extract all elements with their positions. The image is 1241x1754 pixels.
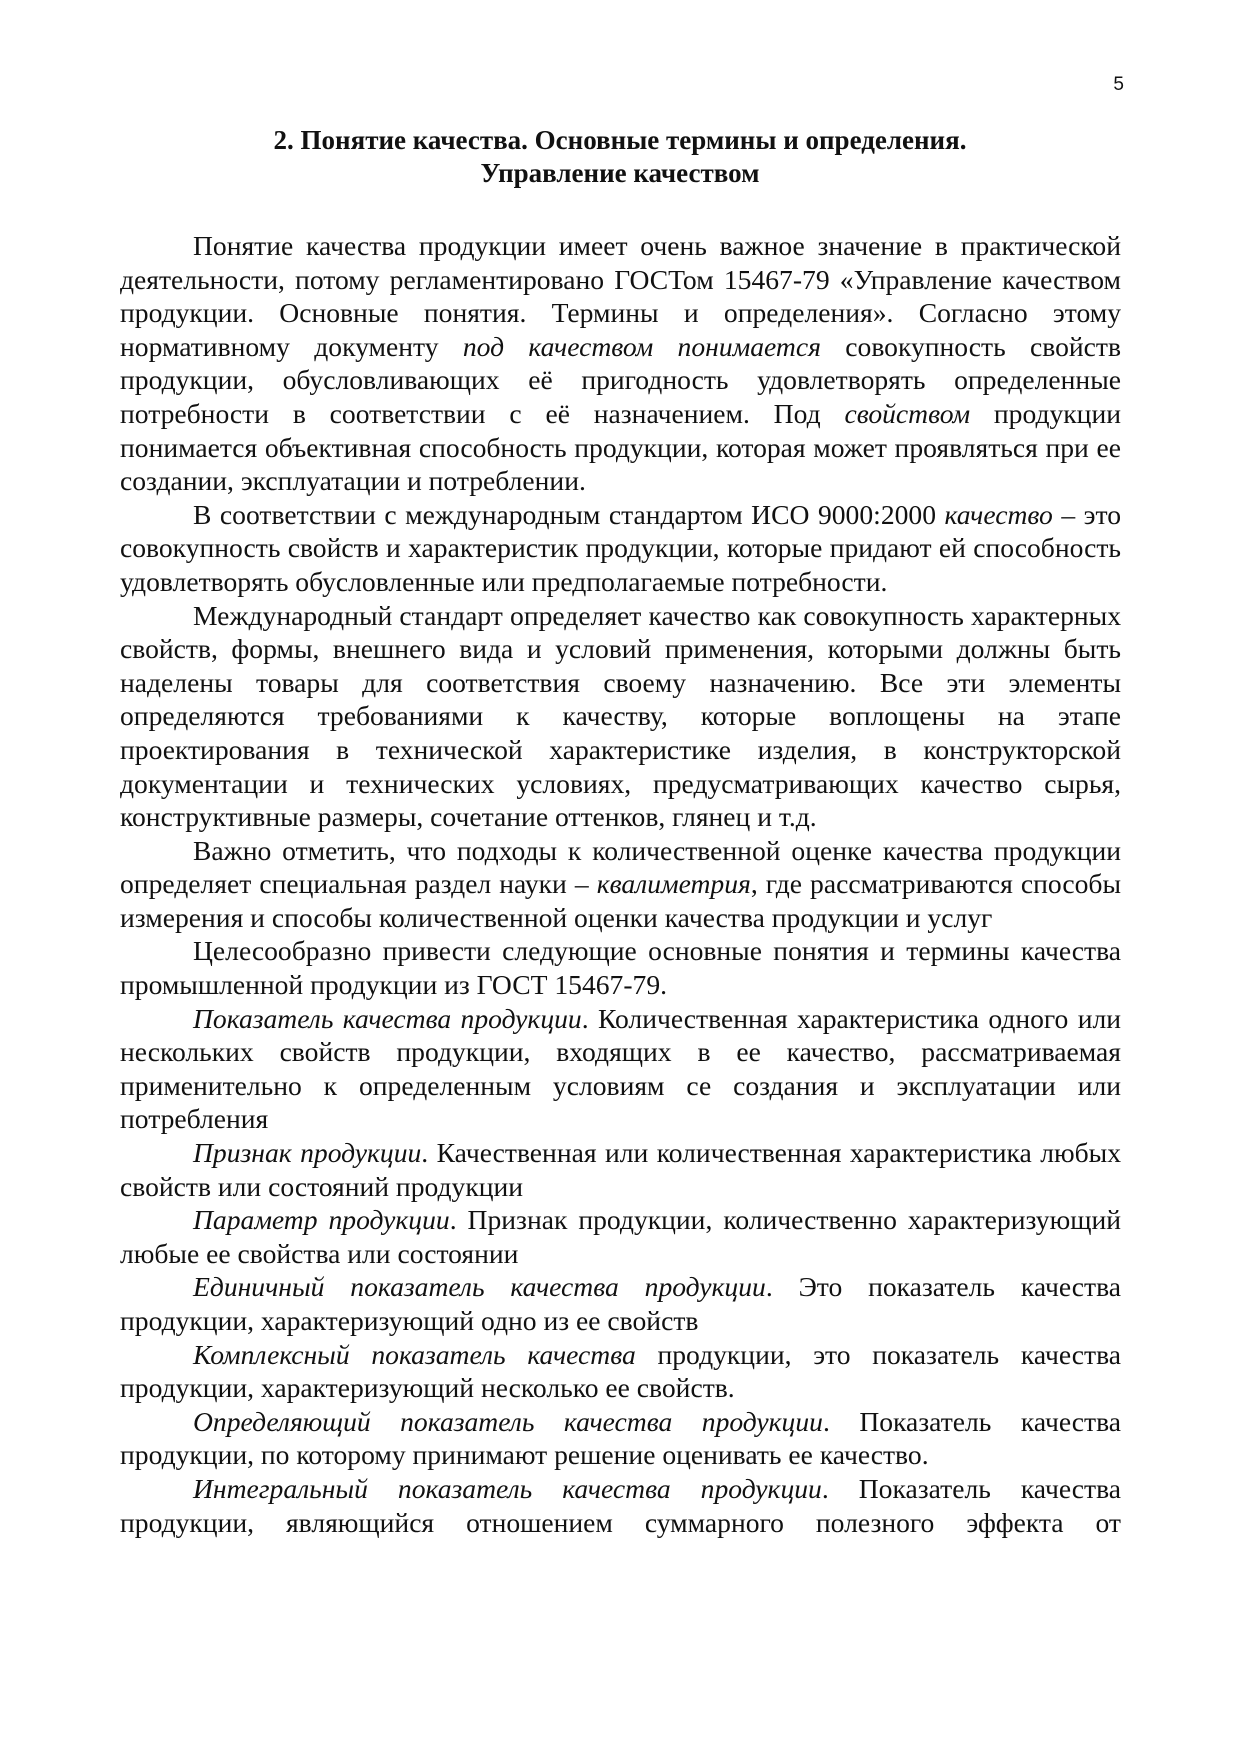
definition-quality-indicator: Показатель качества продукции. Количественная характеристика одного или нескольких свойств продукции, входящих в ее качество, рассматриваемая применительно к определенным условиям се создания и эксплуатации или потребления bbox=[120, 1002, 1122, 1135]
paragraph-qualimetry: Важно отметить, что подходы к количественной оценке качества продукции определяет специальная раздел науки – квалиметрия, где рассматриваются способы измерения и способы количественной оценки качества продукции и услуг bbox=[120, 834, 1122, 933]
section-title-line-1: 2. Понятие качества. Основные термины и определения. bbox=[273, 125, 967, 155]
italic-term: квалиметрия bbox=[596, 868, 751, 900]
section-title bbox=[120, 124, 1120, 190]
defined-term: Комплексный показатель качества bbox=[193, 1338, 636, 1370]
paragraph-iso-definition: В соответствии с международным стандартом ИСО 9000:2000 качество – это совокупность свойств и характеристик продукции, которые придают ей способность удовлетворять обусловленные или предполагаемые потребности. bbox=[120, 498, 1121, 597]
paragraph-international-standard: Международный стандарт определяет качество как совокупность характерных свойств, формы, внешнего вида и условий применения, которыми должны быть наделены товары для соответствия своему назначению. Все эти элементы определяются требованиями к качеству, которые воплощены на этапе проектирования в технической характеристике изделия, в конструкторской документации и технических условиях, предусматривающих качество сырья, конструктивные размеры, сочетание оттенков, глянец и т.д. bbox=[120, 599, 1121, 833]
defined-term: Единичный показатель качества продукции bbox=[193, 1271, 766, 1303]
definition-integral-indicator: Интегральный показатель качества продукции. Показатель качества продукции, являющийся отношением суммарного полезного эффекта от bbox=[120, 1472, 1121, 1538]
definition-product-feature: Признак продукции. Качественная или количественная характеристика любых свойств или состояний продукции bbox=[120, 1137, 1121, 1202]
definition-determining-indicator: Определяющий показатель качества продукции. Показатель качества продукции, по которому принимают решение оценивать ее качество. bbox=[120, 1405, 1121, 1471]
definition-complex-indicator: Комплексный показатель качества продукции, это показатель качества продукции, характеризующий несколько ее свойств. bbox=[120, 1338, 1121, 1404]
definition-product-parameter: Параметр продукции. Признак продукции, количественно характеризующий любые ее свойства или состоянии bbox=[120, 1204, 1121, 1269]
page-number: 5 bbox=[1113, 74, 1124, 95]
defined-term: Определяющий показатель качества продукции bbox=[193, 1405, 823, 1437]
defined-term: Параметр продукции bbox=[193, 1204, 450, 1236]
paragraph-gost-intro: Целесообразно привести следующие основные понятия и термины качества промышленной продукции из ГОСТ 15467-79. bbox=[120, 935, 1121, 1001]
definition-single-indicator: Единичный показатель качества продукции. Это показатель качества продукции, характеризующий одно из ее свойств bbox=[120, 1271, 1121, 1336]
defined-term: Признак продукции bbox=[193, 1137, 422, 1169]
italic-term: под качеством понимается bbox=[462, 330, 821, 362]
defined-term: Показатель качества продукции bbox=[193, 1002, 582, 1034]
italic-term: свойством bbox=[844, 397, 971, 429]
paragraph-quality-concept: Понятие качества продукции имеет очень важное значение в практической деятельности, потому регламентировано ГОСТом 15467-79 «Управление качеством продукции. Основные понятия. Термины и определения». Согласно этому нормативному документу под качеством понимается совокупность свойств продукции, обусловливающих её пригодность удовлетворять определенные потребности в соответствии с её назначением. Под свойством продукции понимается объективная способность продукции, которая может проявляться при ее создании, эксплуатации и потреблении. bbox=[120, 230, 1122, 497]
section-title-line-2: Управление качеством bbox=[480, 158, 760, 188]
defined-term: Интегральный показатель качества продукции bbox=[193, 1472, 822, 1504]
body-text bbox=[120, 229, 1121, 1539]
italic-term: качество bbox=[944, 498, 1053, 530]
